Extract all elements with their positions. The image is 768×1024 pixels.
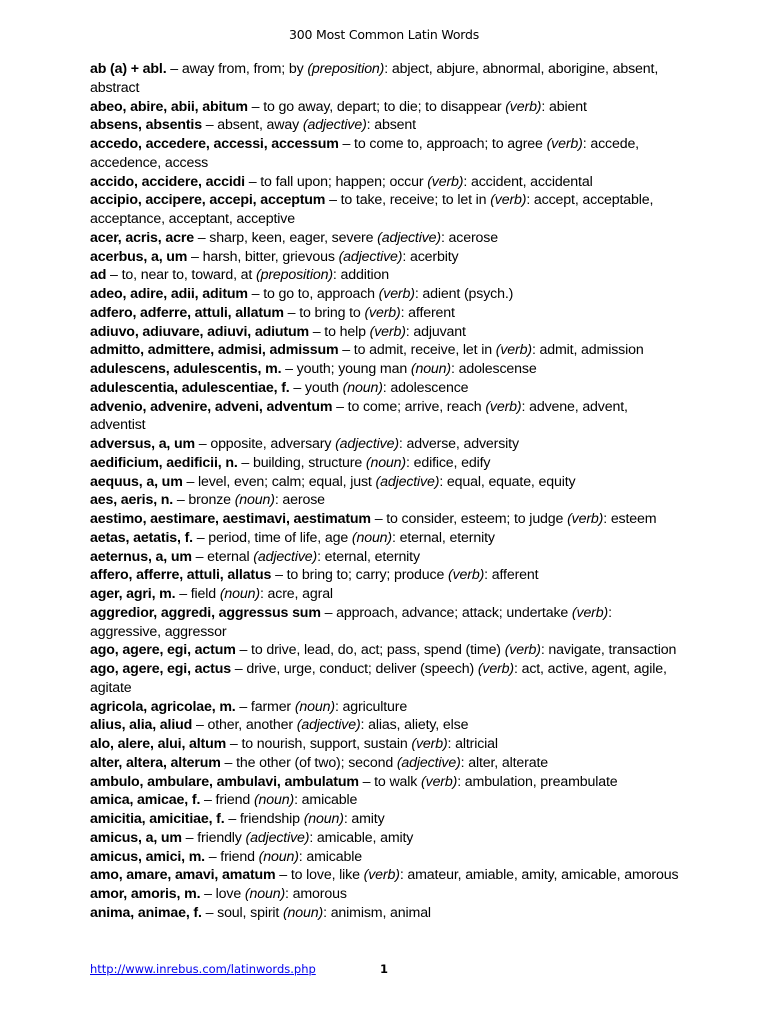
entry-definition: – farmer (235, 698, 295, 715)
entry-derivatives: : acerbity (402, 248, 459, 265)
entry-part-of-speech: (adjective) (245, 829, 310, 846)
entry-derivatives: : advene, advent, adventist (90, 398, 628, 434)
entry-derivatives: : amateur, amiable, amity, amicable, amorous (399, 867, 679, 884)
entry-definition: – to come to, approach; to agree (338, 136, 547, 152)
entry-derivatives: : aggressive, aggressor (90, 604, 612, 640)
entry-derivatives: : absent (366, 117, 416, 134)
entry-part-of-speech: (noun) (294, 698, 335, 715)
entry-part-of-speech: (preposition) (256, 267, 333, 284)
entry-headword: amicus, amici, m. (90, 848, 205, 865)
word-entry (90, 866, 685, 885)
word-entry (90, 248, 685, 267)
entry-part-of-speech: (noun) (351, 529, 393, 546)
entry-definition: – soul, spirit (201, 904, 283, 921)
entry-definition: – building, structure (237, 454, 366, 471)
entry-part-of-speech: (noun) (303, 811, 344, 827)
footer-link[interactable]: http://www.inrebus.com/latinwords.php (90, 962, 316, 976)
entry-part-of-speech: (verb) (485, 398, 522, 415)
entry-part-of-speech: (noun) (365, 454, 406, 471)
word-entry (90, 510, 685, 529)
entry-definition: – to go away, depart; to die; to disappear (247, 98, 506, 115)
entry-derivatives: : amity (343, 811, 385, 827)
word-entry (90, 641, 685, 660)
entry-headword: ab (a) + abl. (90, 61, 167, 77)
entry-headword: accedo, accedere, accessi, accessum (90, 136, 339, 152)
entry-derivatives: : abient (541, 98, 587, 115)
entry-derivatives: : afferent (400, 304, 455, 321)
entry-definition: – youth; young man (281, 361, 411, 377)
entry-part-of-speech: (verb) (477, 661, 514, 677)
entry-derivatives: : admit, admission (531, 342, 644, 359)
entry-definition: – to fall upon; happen; occur (244, 173, 428, 190)
word-entry (90, 735, 685, 754)
entry-definition: – absent, away (201, 117, 303, 134)
entry-derivatives: : esteem (603, 511, 657, 527)
entry-headword: advenio, advenire, adveni, adventum (90, 398, 333, 415)
entry-headword: alo, alere, alui, altum (90, 736, 227, 752)
entry-derivatives: : navigate, transaction (540, 642, 677, 659)
entry-part-of-speech: (verb) (364, 304, 401, 321)
entry-part-of-speech: (noun) (234, 492, 275, 509)
word-entry (90, 773, 685, 792)
word-entry (90, 116, 685, 135)
page-footer (90, 962, 690, 976)
entry-headword: anima, animae, f. (90, 904, 202, 921)
entry-definition: – level, even; calm; equal, just (182, 473, 376, 490)
entry-headword: adeo, adire, adii, aditum (90, 286, 248, 302)
page-title: 300 Most Common Latin Words (288, 27, 480, 42)
entry-definition: – to go to, approach (247, 286, 379, 302)
entry-headword: affero, afferre, attuli, allatus (90, 567, 272, 584)
entry-headword: adulescentia, adulescentiae, f. (90, 379, 290, 396)
entry-definition: – bronze (173, 492, 235, 509)
entry-definition: – friend (204, 848, 259, 865)
word-entry (90, 791, 685, 810)
entry-part-of-speech: (verb) (378, 286, 415, 302)
entry-headword: ago, agere, egi, actum (90, 642, 236, 659)
entry-derivatives: : adolescense (451, 361, 537, 377)
entry-part-of-speech: (adjective) (335, 436, 399, 452)
entry-derivatives: : accept, acceptable, acceptance, acceptant, acceptive (90, 192, 654, 227)
entry-headword: aetas, aetatis, f. (90, 529, 193, 546)
word-entry (90, 548, 685, 567)
entry-derivatives: : accede, accedence, access (90, 136, 639, 171)
word-entry (90, 848, 685, 867)
entry-derivatives: : adjuvant (405, 323, 466, 340)
entry-part-of-speech: (adjective) (377, 229, 441, 246)
entry-derivatives: : altricial (447, 736, 498, 752)
word-entry (90, 698, 685, 717)
entry-derivatives: : ambulation, preambulate (457, 773, 618, 790)
entry-part-of-speech: (adjective) (375, 473, 440, 490)
entry-derivatives: : aerose (274, 492, 325, 509)
entry-headword: alter, altera, alterum (90, 754, 221, 771)
entry-part-of-speech: (verb) (505, 98, 542, 115)
entry-definition: – youth (289, 379, 343, 396)
entry-part-of-speech: (verb) (490, 192, 527, 209)
entry-part-of-speech: (adjective) (396, 754, 461, 771)
entry-headword: aestimo, aestimare, aestimavi, aestimatum (90, 511, 371, 527)
entry-headword: aequus, a, um (90, 473, 183, 490)
entry-headword: amor, amoris, m. (90, 886, 201, 902)
entry-part-of-speech: (verb) (567, 511, 604, 527)
entry-derivatives: : agriculture (334, 698, 408, 715)
word-entry (90, 323, 685, 342)
word-entry (90, 829, 685, 848)
entry-derivatives: : adolescence (382, 379, 469, 396)
entry-part-of-speech: (verb) (546, 136, 583, 152)
entry-definition: – friendly (181, 829, 246, 846)
entry-derivatives: : amorous (285, 886, 347, 902)
word-entry (90, 473, 685, 492)
entry-derivatives: : alter, alterate (460, 754, 549, 771)
entry-definition: – period, time of life, age (192, 529, 352, 546)
entry-part-of-speech: (noun) (342, 379, 383, 396)
entry-definition: – to drive, lead, do, act; pass, spend (time) (235, 642, 505, 659)
entry-derivatives: : acre, agral (259, 586, 333, 602)
entry-derivatives: : animism, animal (323, 904, 431, 921)
entry-headword: aggredior, aggredi, aggressus sum (90, 604, 321, 621)
entry-part-of-speech: (noun) (282, 904, 324, 921)
entry-definition: – friendship (224, 811, 304, 827)
entry-part-of-speech: (verb) (369, 323, 406, 340)
word-entry (90, 585, 685, 604)
word-list (90, 60, 685, 923)
page-number: 1 (380, 962, 389, 976)
word-entry (90, 360, 685, 379)
entry-headword: amica, amicae, f. (90, 792, 201, 809)
word-entry (90, 716, 685, 735)
entry-derivatives: : adverse, adversity (398, 436, 519, 452)
entry-derivatives: : act, active, agent, agile, agitate (90, 661, 667, 696)
entry-definition: – to help (308, 323, 370, 340)
entry-headword: aedificium, aedificii, n. (90, 454, 238, 471)
entry-part-of-speech: (adjective) (296, 717, 361, 734)
entry-derivatives: : amicable (298, 848, 362, 865)
word-entry (90, 454, 685, 473)
entry-headword: aeternus, a, um (90, 548, 192, 565)
entry-definition: – harsh, bitter, grievous (187, 248, 339, 265)
entry-definition: – field (175, 586, 220, 602)
entry-headword: acer, acris, acre (90, 229, 194, 246)
entry-headword: ago, agere, egi, actus (90, 661, 231, 677)
entry-headword: agricola, agricolae, m. (90, 698, 236, 715)
word-entry (90, 60, 685, 98)
word-entry (90, 885, 685, 904)
entry-definition: – to consider, esteem; to judge (370, 511, 568, 527)
entry-part-of-speech: (noun) (253, 792, 295, 809)
entry-definition: – sharp, keen, eager, severe (193, 229, 378, 246)
entry-definition: – the other (of two); second (220, 754, 397, 771)
entry-part-of-speech: (verb) (421, 773, 458, 790)
entry-derivatives: : amicable (294, 792, 358, 809)
word-entry (90, 304, 685, 323)
word-entry (90, 341, 685, 360)
entry-part-of-speech: (adjective) (338, 248, 403, 265)
entry-definition: – love (200, 886, 245, 902)
word-entry (90, 98, 685, 117)
word-entry (90, 435, 685, 454)
entry-part-of-speech: (verb) (427, 173, 464, 190)
entry-headword: alius, alia, aliud (90, 717, 193, 734)
entry-derivatives: : alias, aliety, else (360, 717, 469, 734)
word-entry (90, 191, 685, 229)
entry-headword: adfero, adferre, attuli, allatum (90, 304, 284, 321)
entry-definition: – to love, like (275, 867, 364, 884)
entry-derivatives: : abject, abjure, abnormal, aborigine, absent, abstract (90, 61, 659, 96)
entry-definition: – other, another (192, 717, 297, 734)
word-entry (90, 754, 685, 773)
entry-definition: – to bring to; carry; produce (271, 567, 449, 584)
word-entry (90, 266, 685, 285)
entry-definition: – friend (200, 792, 254, 809)
entry-part-of-speech: (noun) (244, 886, 286, 902)
entry-part-of-speech: (verb) (571, 604, 609, 621)
entry-definition: – to nourish, support, sustain (226, 736, 412, 752)
entry-headword: amicitia, amicitiae, f. (90, 811, 225, 827)
word-entry (90, 135, 685, 173)
entry-definition: – to admit, receive, let in (338, 342, 496, 359)
entry-part-of-speech: (verb) (495, 342, 532, 359)
entry-headword: amicus, a, um (90, 829, 182, 846)
word-entry (90, 604, 685, 642)
entry-headword: aes, aeris, n. (90, 492, 174, 509)
word-entry (90, 173, 685, 192)
entry-headword: accido, accidere, accidi (90, 173, 245, 190)
entry-part-of-speech: (verb) (504, 642, 541, 659)
entry-part-of-speech: (verb) (448, 567, 485, 584)
entry-headword: adversus, a, um (90, 436, 195, 452)
entry-definition: – approach, advance; attack; undertake (320, 604, 572, 621)
entry-headword: ager, agri, m. (90, 586, 176, 602)
entry-derivatives: : eternal, eternity (392, 529, 495, 546)
word-entry (90, 529, 685, 548)
entry-derivatives: : edifice, edify (406, 454, 491, 471)
entry-derivatives: : acerose (440, 229, 498, 246)
entry-part-of-speech: (noun) (219, 586, 260, 602)
word-entry (90, 660, 685, 698)
entry-part-of-speech: (adjective) (253, 548, 318, 565)
entry-headword: adulescens, adulescentis, m. (90, 361, 282, 377)
entry-definition: – to walk (358, 773, 422, 790)
entry-definition: – to, near to, toward, at (106, 267, 256, 284)
entry-part-of-speech: (verb) (411, 736, 448, 752)
entry-headword: adiuvo, adiuvare, adiuvi, adiutum (90, 323, 309, 340)
entry-derivatives: : equal, equate, equity (439, 473, 576, 490)
entry-headword: admitto, admittere, admisi, admissum (90, 342, 339, 359)
entry-headword: ad (90, 267, 107, 284)
entry-derivatives: : addition (332, 267, 389, 284)
entry-definition: – to bring to (283, 304, 365, 321)
word-entry (90, 810, 685, 829)
entry-part-of-speech: (adjective) (302, 117, 367, 134)
word-entry (90, 566, 685, 585)
entry-headword: ambulo, ambulare, ambulavi, ambulatum (90, 773, 359, 790)
entry-derivatives: : accident, accidental (463, 173, 593, 190)
word-entry (90, 398, 685, 436)
entry-definition: – to take, receive; to let in (325, 192, 491, 209)
word-entry (90, 285, 685, 304)
word-entry (90, 904, 685, 923)
entry-definition: – to come; arrive, reach (332, 398, 486, 415)
entry-derivatives: : eternal, eternity (317, 548, 420, 565)
entry-part-of-speech: (verb) (363, 867, 400, 884)
entry-derivatives: : adient (psych.) (414, 286, 514, 302)
entry-definition: – away from, from; by (166, 61, 308, 77)
entry-headword: abeo, abire, abii, abitum (90, 98, 248, 115)
entry-part-of-speech: (preposition) (307, 61, 385, 77)
entry-definition: – eternal (191, 548, 254, 565)
entry-derivatives: : afferent (484, 567, 539, 584)
word-entry (90, 379, 685, 398)
entry-headword: absens, absentis (90, 117, 202, 134)
entry-part-of-speech: (noun) (410, 361, 451, 377)
entry-derivatives: : amicable, amity (309, 829, 414, 846)
entry-definition: – drive, urge, conduct; deliver (speech) (231, 661, 478, 677)
entry-headword: acerbus, a, um (90, 248, 188, 265)
word-entry (90, 491, 685, 510)
entry-headword: accipio, accipere, accepi, acceptum (90, 192, 326, 209)
entry-headword: amo, amare, amavi, amatum (90, 867, 276, 884)
entry-part-of-speech: (noun) (258, 848, 299, 865)
entry-definition: – opposite, adversary (195, 436, 336, 452)
word-entry (90, 229, 685, 248)
